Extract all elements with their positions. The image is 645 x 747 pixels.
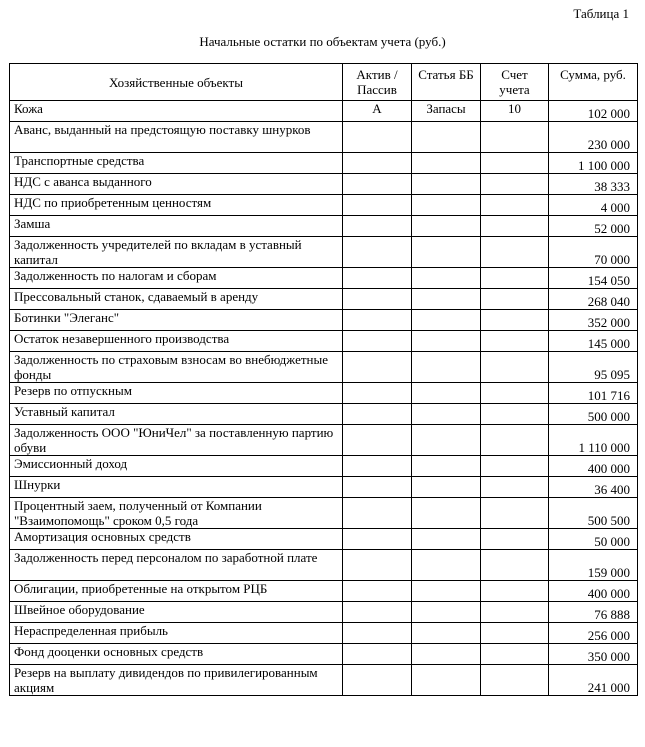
cell-account	[481, 174, 549, 195]
cell-balance-article	[412, 425, 481, 456]
cell-object-name: Эмиссионный доход	[10, 456, 343, 477]
table-row	[10, 383, 638, 404]
table-row	[10, 425, 638, 456]
cell-amount: 350 000	[549, 644, 638, 665]
cell-amount: 500 000	[549, 404, 638, 425]
table-row	[10, 581, 638, 602]
cell-amount: 101 716	[549, 383, 638, 404]
cell-account	[481, 425, 549, 456]
cell-asset-liability	[343, 404, 412, 425]
cell-amount: 50 000	[549, 529, 638, 550]
table-row	[10, 122, 638, 153]
cell-asset-liability	[343, 498, 412, 529]
cell-asset-liability	[343, 331, 412, 352]
cell-object-name: Задолженность по страховым взносам во внебюджетные фонды	[10, 352, 343, 383]
cell-balance-article	[412, 331, 481, 352]
cell-balance-article	[412, 383, 481, 404]
cell-account	[481, 623, 549, 644]
cell-balance-article	[412, 310, 481, 331]
cell-amount: 400 000	[549, 581, 638, 602]
cell-object-name: НДС по приобретенным ценностям	[10, 195, 343, 216]
cell-asset-liability	[343, 237, 412, 268]
cell-account	[481, 237, 549, 268]
header-row	[10, 64, 638, 101]
cell-account	[481, 122, 549, 153]
table-row	[10, 404, 638, 425]
table-row	[10, 331, 638, 352]
cell-asset-liability	[343, 153, 412, 174]
header-amount: Сумма, руб.	[549, 64, 638, 101]
cell-asset-liability	[343, 477, 412, 498]
cell-balance-article	[412, 529, 481, 550]
table-row	[10, 477, 638, 498]
cell-amount: 95 095	[549, 352, 638, 383]
cell-object-name: Транспортные средства	[10, 153, 343, 174]
cell-account	[481, 644, 549, 665]
cell-balance-article	[412, 456, 481, 477]
cell-balance-article	[412, 237, 481, 268]
table-row	[10, 623, 638, 644]
cell-amount: 4 000	[549, 195, 638, 216]
cell-balance-article	[412, 550, 481, 581]
table-row	[10, 665, 638, 696]
cell-account	[481, 268, 549, 289]
cell-object-name: НДС с аванса выданного	[10, 174, 343, 195]
cell-object-name: Швейное оборудование	[10, 602, 343, 623]
table-row	[10, 216, 638, 237]
cell-asset-liability	[343, 195, 412, 216]
cell-account	[481, 153, 549, 174]
cell-balance-article	[412, 581, 481, 602]
cell-asset-liability	[343, 122, 412, 153]
cell-balance-article	[412, 623, 481, 644]
cell-asset-liability	[343, 581, 412, 602]
cell-asset-liability	[343, 623, 412, 644]
table-row	[10, 153, 638, 174]
table-row	[10, 456, 638, 477]
cell-amount: 38 333	[549, 174, 638, 195]
header-balance-article: Статья ББ	[412, 64, 481, 101]
cell-account	[481, 550, 549, 581]
table-row	[10, 268, 638, 289]
cell-object-name: Облигации, приобретенные на открытом РЦБ	[10, 581, 343, 602]
cell-balance-article	[412, 174, 481, 195]
cell-account	[481, 352, 549, 383]
cell-asset-liability	[343, 383, 412, 404]
cell-asset-liability	[343, 174, 412, 195]
cell-account	[481, 331, 549, 352]
cell-object-name: Амортизация основных средств	[10, 529, 343, 550]
cell-balance-article	[412, 404, 481, 425]
cell-amount: 500 500	[549, 498, 638, 529]
cell-amount: 36 400	[549, 477, 638, 498]
cell-object-name: Ботинки "Элеганс"	[10, 310, 343, 331]
cell-amount: 268 040	[549, 289, 638, 310]
cell-balance-article	[412, 195, 481, 216]
cell-amount: 145 000	[549, 331, 638, 352]
table-row	[10, 237, 638, 268]
table-number-label: Таблица 1	[573, 6, 629, 21]
cell-account	[481, 581, 549, 602]
cell-balance-article	[412, 352, 481, 383]
cell-amount: 241 000	[549, 665, 638, 696]
table-row	[10, 550, 638, 581]
cell-asset-liability	[343, 268, 412, 289]
cell-amount: 102 000	[549, 101, 638, 122]
cell-account: 10	[481, 101, 549, 122]
cell-amount: 352 000	[549, 310, 638, 331]
table-row	[10, 352, 638, 383]
cell-object-name: Нераспределенная прибыль	[10, 623, 343, 644]
cell-balance-article	[412, 122, 481, 153]
cell-object-name: Процентный заем, полученный от Компании "Взаимопомощь" сроком 0,5 года	[10, 498, 343, 529]
cell-balance-article	[412, 602, 481, 623]
header-object: Хозяйственные объекты	[10, 64, 343, 101]
header-asset-liability: Актив / Пассив	[343, 64, 412, 101]
cell-account	[481, 383, 549, 404]
cell-account	[481, 404, 549, 425]
table-row	[10, 529, 638, 550]
table-row	[10, 602, 638, 623]
cell-object-name: Задолженность перед персоналом по заработной плате	[10, 550, 343, 581]
cell-account	[481, 289, 549, 310]
cell-object-name: Задолженность ООО "ЮниЧел" за поставленную партию обуви	[10, 425, 343, 456]
cell-account	[481, 456, 549, 477]
cell-object-name: Аванс, выданный на предстоящую поставку шнурков	[10, 122, 343, 153]
table-row	[10, 644, 638, 665]
cell-amount: 52 000	[549, 216, 638, 237]
cell-balance-article	[412, 477, 481, 498]
cell-amount: 1 110 000	[549, 425, 638, 456]
cell-account	[481, 310, 549, 331]
cell-amount: 256 000	[549, 623, 638, 644]
cell-asset-liability	[343, 644, 412, 665]
cell-balance-article	[412, 644, 481, 665]
cell-asset-liability	[343, 529, 412, 550]
cell-balance-article	[412, 498, 481, 529]
cell-amount: 400 000	[549, 456, 638, 477]
cell-object-name: Уставный капитал	[10, 404, 343, 425]
cell-amount: 70 000	[549, 237, 638, 268]
cell-account	[481, 498, 549, 529]
cell-amount: 1 100 000	[549, 153, 638, 174]
cell-object-name: Резерв на выплату дивидендов по привилегированным акциям	[10, 665, 343, 696]
cell-object-name: Фонд дооценки основных средств	[10, 644, 343, 665]
cell-object-name: Шнурки	[10, 477, 343, 498]
table-row	[10, 195, 638, 216]
cell-asset-liability	[343, 425, 412, 456]
cell-asset-liability	[343, 352, 412, 383]
cell-balance-article: Запасы	[412, 101, 481, 122]
cell-asset-liability	[343, 602, 412, 623]
cell-account	[481, 195, 549, 216]
cell-asset-liability	[343, 216, 412, 237]
header-account: Счет учета	[481, 64, 549, 101]
cell-asset-liability	[343, 550, 412, 581]
cell-asset-liability	[343, 310, 412, 331]
cell-asset-liability	[343, 456, 412, 477]
table-row	[10, 174, 638, 195]
cell-object-name: Прессовальный станок, сдаваемый в аренду	[10, 289, 343, 310]
table-row	[10, 289, 638, 310]
cell-account	[481, 665, 549, 696]
cell-amount: 230 000	[549, 122, 638, 153]
cell-amount: 154 050	[549, 268, 638, 289]
cell-asset-liability: А	[343, 101, 412, 122]
cell-object-name: Замша	[10, 216, 343, 237]
cell-amount: 76 888	[549, 602, 638, 623]
cell-object-name: Задолженность учредителей по вкладам в уставный капитал	[10, 237, 343, 268]
cell-account	[481, 216, 549, 237]
cell-object-name: Резерв по отпускным	[10, 383, 343, 404]
table-caption: Начальные остатки по объектам учета (руб.)	[199, 34, 446, 49]
cell-asset-liability	[343, 665, 412, 696]
balances-table	[9, 63, 638, 696]
cell-amount: 159 000	[549, 550, 638, 581]
cell-object-name: Задолженность по налогам и сборам	[10, 268, 343, 289]
cell-balance-article	[412, 289, 481, 310]
cell-object-name: Остаток незавершенного производства	[10, 331, 343, 352]
cell-balance-article	[412, 268, 481, 289]
cell-balance-article	[412, 153, 481, 174]
cell-account	[481, 477, 549, 498]
cell-account	[481, 529, 549, 550]
cell-account	[481, 602, 549, 623]
table-row	[10, 101, 638, 122]
table-row	[10, 498, 638, 529]
table-row	[10, 310, 638, 331]
cell-balance-article	[412, 665, 481, 696]
cell-asset-liability	[343, 289, 412, 310]
cell-object-name: Кожа	[10, 101, 343, 122]
cell-balance-article	[412, 216, 481, 237]
